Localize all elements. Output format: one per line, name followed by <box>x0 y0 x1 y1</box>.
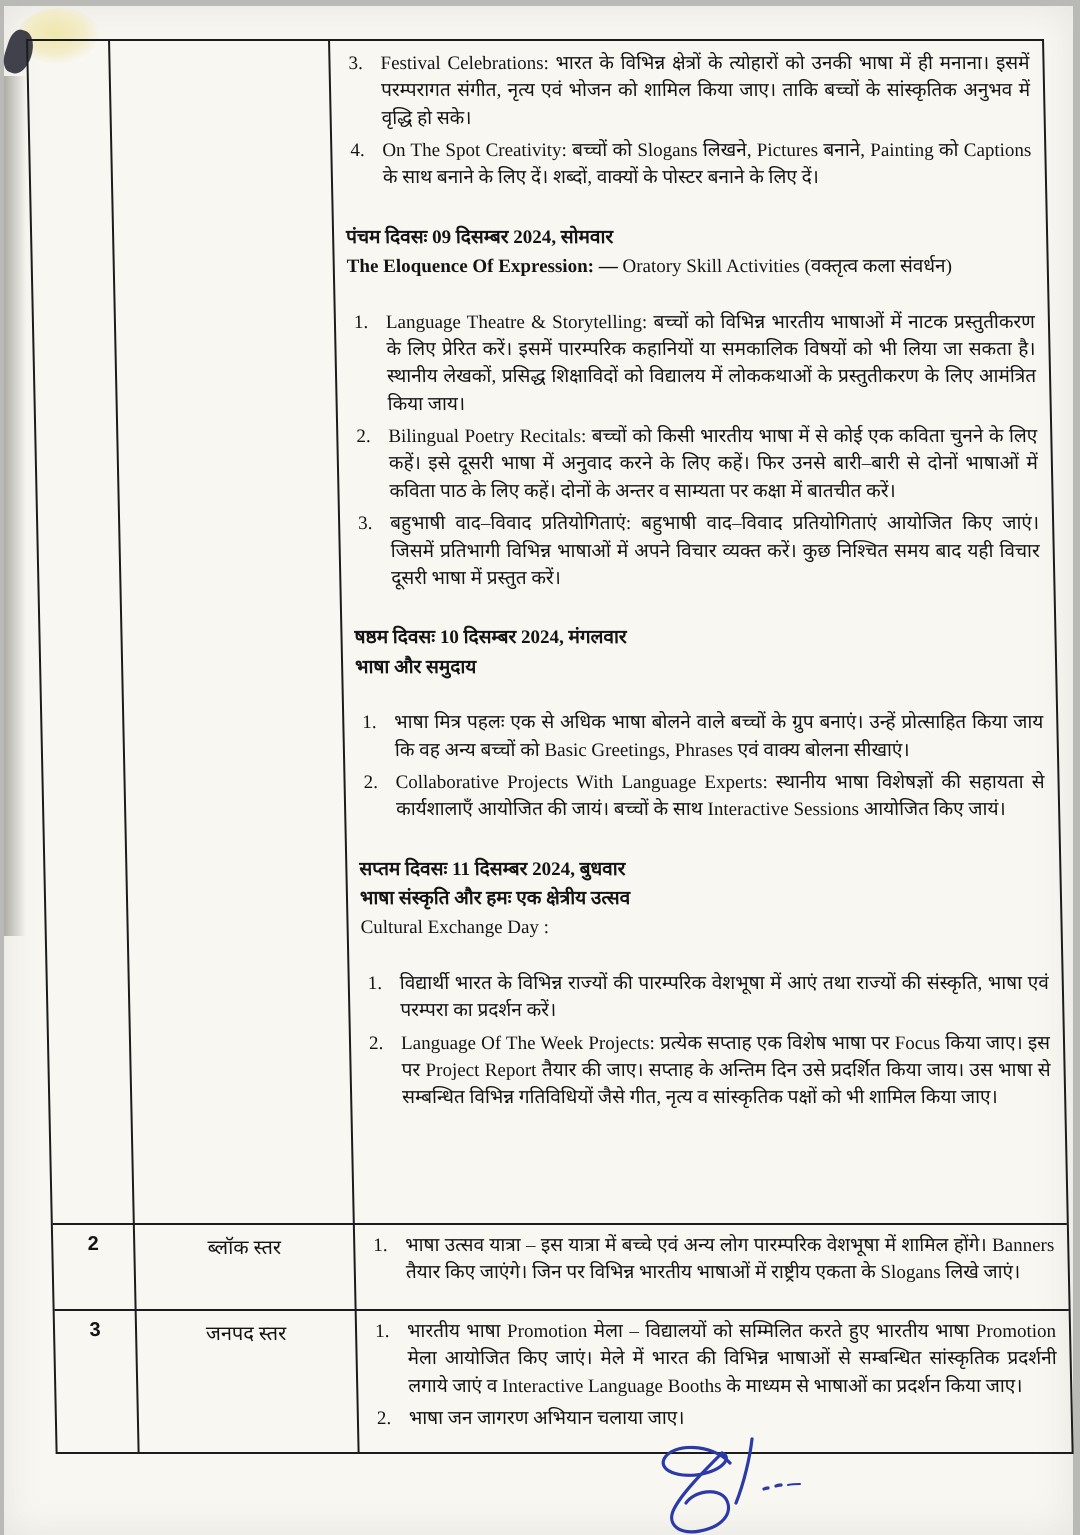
list-item-number: 1. <box>362 712 377 734</box>
list-item-number: 1. <box>353 311 369 333</box>
list-item-text: Language Of The Week Projects: प्रत्येक सप्ताह एक विशेष भाषा पर Focus किया जाए। इस पर Project Report तैयार की जाए। सप्ताह के अन्तिम दिन उसे प्रदर्शित किया जाय। उस भाषा से सम्बन्धित विभिन्न गतिविधियों जैसे गीत, नृत्य व सांस्कृतिक पक्षों को भी शामिल किया जाए। <box>400 1032 1051 1109</box>
numbered-list <box>361 970 1051 1112</box>
section-heading <box>354 623 1042 682</box>
list-item-number: 1. <box>374 1321 390 1342</box>
table-row <box>28 41 1067 1223</box>
list-item <box>361 970 1049 1025</box>
list-item <box>342 50 1031 132</box>
list-item <box>348 309 1037 418</box>
cell-serial-2: 2 <box>53 1225 137 1309</box>
list-item-text: विद्यार्थी भारत के विभिन्न राज्यों की पारम्परिक वेशभूषा में आएं तथा राज्यों की संस्कृति, भाषा एवं परम्परा का प्रदर्शन करें। <box>399 972 1050 1022</box>
cell-activities-school-level <box>330 41 1067 1223</box>
list-item <box>352 510 1041 592</box>
list-item <box>350 423 1039 505</box>
signature-ink <box>634 1431 864 1535</box>
numbered-list <box>348 309 1041 593</box>
list-item-text: भारतीय भाषा Promotion मेला – विद्यालयों को सम्मिलित करते हुए भारतीय भाषा Promotion मेला आयोजित किए जाएं। मेले में भारत की विभिन्न भाषाओं से सम्बन्धित सांस्कृतिक प्रदर्शनी लगाये जाएं व Interactive Language Booths के माध्यम से भाषाओं का प्रदर्शन किया जाए। <box>406 1321 1057 1397</box>
section-heading <box>359 855 1048 943</box>
cell-activities-block-level <box>355 1225 1069 1309</box>
heading-line: The Eloquence Of Expression: — Oratory Skill Activities (वक्तृत्व कला संवर्धन) <box>346 256 953 278</box>
list-item-text: भाषा मित्र पहलः एक से अधिक भाषा बोलने वाले बच्चों के ग्रुप बनाएं। उन्हें प्रोत्साहित किया जाय कि वह अन्य बच्चों को Basic Greetings, Phrases एवं वाक्य बोलना सीखाएं। <box>394 712 1044 761</box>
heading-line: षष्ठम दिवसः 10 दिसम्बर 2024, मंगलवार <box>354 627 627 649</box>
activities-table <box>26 39 1074 1454</box>
table-row <box>55 1309 1072 1452</box>
cell-level-district: जनपद स्तर <box>137 1311 360 1452</box>
list-item-text: भाषा जन जागरण अभियान चलाया जाए। <box>408 1408 685 1430</box>
numbered-list <box>342 50 1032 192</box>
cell-serial-3: 3 <box>55 1311 140 1452</box>
section-heading <box>346 223 1034 282</box>
list-item-number: 1. <box>373 1235 388 1256</box>
numbered-list <box>356 709 1045 823</box>
list-item-text: भाषा उत्सव यात्रा – इस यात्रा में बच्चे एवं अन्य लोग पारम्परिक वेशभूषा में शामिल होंगे। Banners तैयार किए जाएंगे। जिन पर विभिन्न भारतीय भाषाओं में राष्ट्रीय एकता के Slogans लिखे जाएं। <box>405 1235 1055 1284</box>
list-item-text: Language Theatre & Storytelling: बच्चों को विभिन्न भारतीय भाषाओं में नाटक प्रस्तुतीकरण के लिए प्रेरित करें। इसमें पारम्परिक कहानियों या समकालिक विषयों को भी लिया जा सकता है। स्थानीय लेखकों, प्रसिद्ध शिक्षाविदों को विद्यालय में लोककथाओं के प्रस्तुतीकरण के लिए आमंत्रित किया जाय। <box>385 311 1037 415</box>
list-item-text: Bilingual Poetry Recitals: बच्चों को किसी भारतीय भाषा में से कोई एक कविता चुनने के लिए कहें। इसे दूसरी भाषा में अनुवाद करने के लिए कहें। फिर उनसे बारी–बारी से दोनों भाषाओं में कविता पाठ के लिए कहें। दोनों के अन्तर व साम्यता पर कक्षा में बातचीत करें। <box>388 426 1039 502</box>
list-item-number: 2. <box>356 426 371 448</box>
heading-line: Cultural Exchange Day : <box>360 917 550 939</box>
list-item-number: 3. <box>357 513 373 535</box>
list-item-text: Festival Celebrations: भारत के विभिन्न क्षेत्रों के त्योहारों को उनकी भाषा में ही मनाना। इसमें परम्परागत संगीत, नृत्य एवं भोजन को शामिल किया जाए। ताकि बच्चों के सांस्कृतिक अनुभव में वृद्धि हो सके। <box>380 53 1031 129</box>
list-item-number: 4. <box>350 140 365 162</box>
list-item <box>369 1318 1058 1400</box>
list-item <box>367 1232 1055 1287</box>
list-item <box>344 137 1032 192</box>
heading-line: सप्तम दिवसः 11 दिसम्बर 2024, बुधवार <box>359 858 626 880</box>
table-row <box>53 1223 1069 1309</box>
list-item-text: Collaborative Projects With Language Experts: स्थानीय भाषा विशेषज्ञों की सहायता से कार्यशालाएँ आयोजित की जायं। बच्चों के साथ Interactive Sessions आयोजित किए जायं। <box>395 771 1045 821</box>
paper-sheet <box>4 6 1073 1535</box>
list-item <box>356 709 1044 764</box>
list-item <box>357 769 1045 824</box>
scan-edge-shadow <box>4 76 26 936</box>
cell-level-block: ब्लॉक स्तर <box>135 1225 357 1309</box>
cell-level-empty <box>110 41 355 1223</box>
list-item <box>371 1405 1059 1432</box>
list-item-number: 2. <box>376 1408 392 1430</box>
heading-line: भाषा संस्कृति और हमः एक क्षेत्रीय उत्सव <box>359 888 631 910</box>
list-item-text: On The Spot Creativity: बच्चों को Slogans लिखने, Pictures बनाने, Painting को Captions के साथ बनाने के लिए दें। शब्दों, वाक्यों के पोस्टर बनाने के लिए दें। <box>382 140 1032 189</box>
list-item-number: 2. <box>368 1032 384 1054</box>
list-item <box>363 1030 1052 1112</box>
list-item-number: 3. <box>348 53 363 74</box>
numbered-list <box>369 1318 1058 1432</box>
list-item-number: 1. <box>367 972 383 994</box>
heading-line: भाषा और समुदाय <box>354 656 477 678</box>
heading-line: पंचम दिवसः 09 दिसम्बर 2024, सोमवार <box>345 226 614 248</box>
numbered-list <box>367 1232 1055 1287</box>
list-item-number: 2. <box>363 771 379 793</box>
list-item-text: बहुभाषी वाद–विवाद प्रतियोगिताएं: बहुभाषी वाद–विवाद प्रतियोगिताएं आयोजित किए जाएं। जिसमें प्रतिभागी विभिन्न भाषाओं में अपने विचार व्यक्त करें। कुछ निश्चित समय बाद यही विचार दूसरी भाषा में प्रस्तुत करें। <box>389 513 1040 589</box>
